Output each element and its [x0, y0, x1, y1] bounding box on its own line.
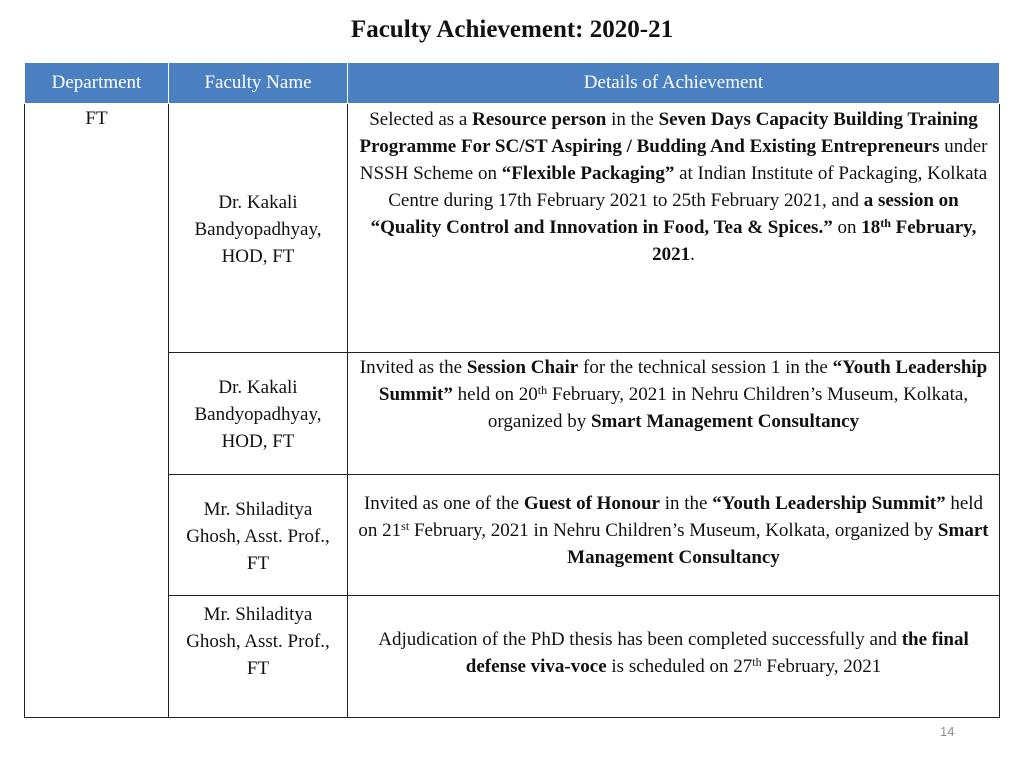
- details-text: th: [752, 655, 762, 669]
- details-text: on: [832, 217, 862, 238]
- details-text: in the: [660, 493, 713, 514]
- faculty-name-cell: [169, 104, 348, 353]
- faculty-name: Mr. Shiladitya Ghosh, Asst. Prof., FT: [186, 604, 330, 679]
- details-text: Guest of Honour: [523, 493, 660, 514]
- details-cell: [348, 596, 1000, 718]
- details-text: th: [880, 216, 891, 230]
- details-text: 18: [861, 217, 881, 238]
- faculty-name: Mr. Shiladitya Ghosh, Asst. Prof., FT: [186, 499, 330, 574]
- details-text: Selected as a: [369, 109, 473, 130]
- header-department: Department: [25, 63, 169, 104]
- details-text: at Indian Institute of Packaging, Kolkata Centre during 17th February 2021 to 25th February 2021, and: [388, 163, 988, 211]
- details-text: th: [537, 383, 548, 397]
- details-text: is scheduled on 27: [606, 656, 753, 677]
- details-text: February, 2021 in Nehru Children’s Museum, Kolkata, organized by: [487, 384, 969, 432]
- details-text: in the: [606, 109, 659, 130]
- faculty-name: Dr. Kakali Bandyopadhyay, HOD, FT: [194, 192, 322, 267]
- details-text: Resource person: [472, 109, 607, 130]
- details-text: the final defense viva-voce: [465, 629, 969, 677]
- faculty-name-cell: [169, 596, 348, 718]
- details-text: “Youth Leadership Summit”: [378, 357, 988, 405]
- table-row: [25, 104, 1000, 353]
- faculty-name-cell: [169, 475, 348, 596]
- details-text: st: [401, 519, 410, 533]
- details-cell: [348, 104, 1000, 353]
- table-row: [25, 353, 1000, 475]
- details-text: Invited as the: [359, 357, 467, 378]
- details-text: Session Chair: [466, 357, 579, 378]
- table-row: [25, 475, 1000, 596]
- details-text: February, 2021 in Nehru Children’s Museum, Kolkata, organized by: [409, 520, 938, 541]
- details-text: a session on “Quality Control and Innovation in Food, Tea & Spices.”: [370, 190, 959, 238]
- details-text: Smart Management Consultancy: [590, 411, 860, 432]
- details-text: .: [690, 244, 695, 265]
- details-text: Smart Management Consultancy: [567, 520, 989, 568]
- details-text: held on 20: [452, 384, 538, 405]
- page-title: Faculty Achievement: 2020-21: [350, 16, 674, 43]
- details-text: Adjudication of the PhD thesis has been completed successfully and: [378, 629, 902, 650]
- details-text: Seven Days Capacity Building Training Programme For SC/ST Aspiring / Budding And Existing Entrepreneurs: [359, 109, 978, 157]
- achievement-table: [24, 62, 1000, 718]
- details-text: “Flexible Packaging”: [501, 163, 675, 184]
- page-number: 14: [940, 724, 955, 739]
- header-faculty-name: Faculty Name: [169, 63, 348, 104]
- details-cell: [348, 475, 1000, 596]
- table-header-row: [25, 63, 1000, 104]
- details-text: February, 2021: [761, 656, 882, 677]
- details-text: held on 21: [358, 493, 984, 541]
- header-details: Details of Achievement: [348, 63, 1000, 104]
- department-cell: FT: [25, 104, 169, 718]
- faculty-name-cell: [169, 353, 348, 475]
- details-text: under NSSH Scheme on: [359, 136, 988, 184]
- details-text: “Youth Leadership Summit”: [712, 493, 946, 514]
- details-text: February, 2021: [652, 217, 977, 265]
- details-cell: [348, 353, 1000, 475]
- details-text: Invited as one of the: [363, 493, 524, 514]
- faculty-name: Dr. Kakali Bandyopadhyay, HOD, FT: [194, 377, 322, 452]
- details-text: for the technical session 1 in the: [578, 357, 833, 378]
- table-row: [25, 596, 1000, 718]
